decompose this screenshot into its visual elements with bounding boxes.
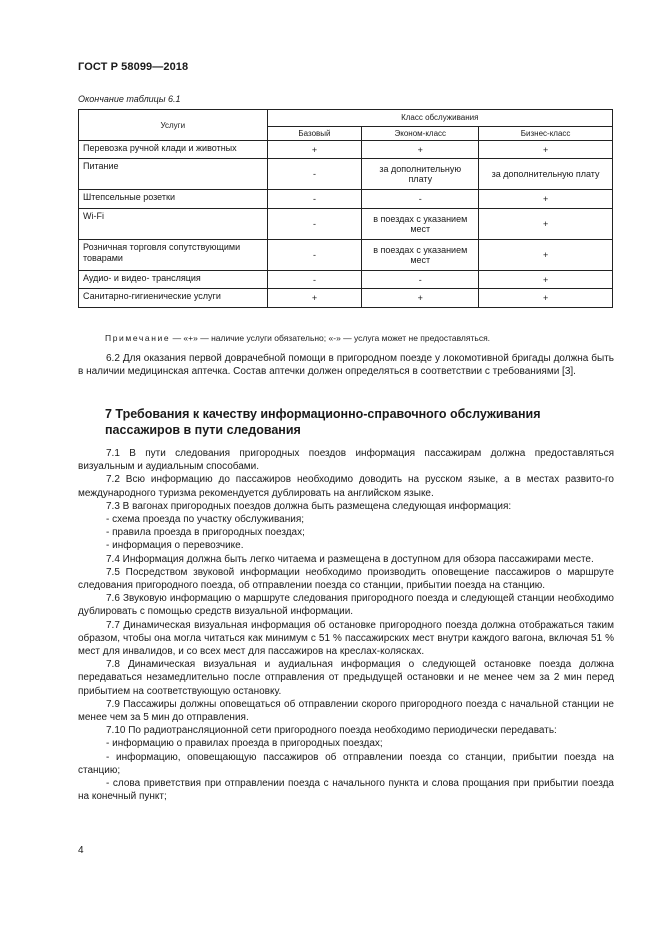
table-row (79, 190, 613, 209)
economy-cell: - (362, 271, 479, 289)
service-cell: Розничная торговля сопутствующими товарами (79, 240, 268, 271)
basic-cell: + (267, 141, 362, 159)
basic-cell: - (267, 271, 362, 289)
paragraph: 7.3 В вагонах пригородных поездов должна быть размещена следующая информация: (106, 500, 512, 512)
list-item: - информацию, оповещающую пассажиров об отправлении поезда со станции, прибытии поезда на станцию; (78, 751, 614, 776)
list-item: - схема проезда по участку обслуживания; (106, 514, 305, 526)
document-title: ГОСТ Р 58099—2018 (78, 61, 189, 73)
paragraph: 7.6 Звуковую информацию о маршруте следования пригородного поезда и следующей станции необходимо дублировать с помощью средств визуальной информации. (78, 593, 614, 618)
basic-cell: - (267, 190, 362, 209)
business-cell: + (479, 240, 613, 271)
service-cell: Аудио- и видео- трансляция (79, 271, 268, 289)
business-cell: + (479, 271, 613, 289)
list-item: - информацию о правилах проезда в пригородных поездах; (106, 738, 383, 750)
table-row (79, 289, 613, 308)
business-cell: + (479, 209, 613, 240)
economy-cell: - (362, 190, 479, 209)
note-label: Примечание (105, 333, 171, 343)
economy-cell: за дополнительную плату (362, 159, 479, 190)
list-item: - правила проезда в пригородных поездах; (106, 527, 305, 539)
business-cell: за дополнительную плату (479, 159, 613, 190)
table-row (79, 141, 613, 159)
paragraph: 7.2 Всю информацию до пассажиров необходимо доводить на русском языке, а в местах развито-го международного туризма рекомендуется дублировать на английском языке. (78, 474, 614, 499)
basic-cell: - (267, 240, 362, 271)
business-cell: + (479, 141, 613, 159)
section-body (78, 447, 614, 803)
service-cell: Wi-Fi (79, 209, 268, 240)
basic-cell: - (267, 159, 362, 190)
paragraph: 7.8 Динамическая визуальная и аудиальная информация о следующей остановке поезда должна передаваться незамедлительно после отправления от предыдущей остановки и не менее чем за 2 мин перед прибытием на соответствующую остановку. (78, 659, 614, 697)
table-caption: Окончание таблицы 6.1 (78, 94, 181, 104)
header-business: Бизнес-класс (479, 127, 613, 141)
basic-cell: - (267, 209, 362, 240)
paragraph: 7.5 Посредством звуковой информации необходимо производить оповещение пассажиров о маршруте следования пригородного поезда, об отправлении поезда со станции, прибытии поезда на станцию. (78, 566, 614, 592)
services-table (78, 109, 613, 308)
page-number: 4 (78, 845, 84, 856)
service-cell: Санитарно-гигиенические услуги (79, 289, 268, 308)
table-row (79, 159, 613, 190)
economy-cell: в поездах с указанием мест (362, 240, 479, 271)
list-item: - слова приветствия при отправлении поезда с начального пункта и слова прощания при прибытии поезда на конечный пункт; (78, 778, 614, 803)
table-note (105, 333, 490, 343)
business-cell: + (479, 289, 613, 308)
header-economy: Эконом-класс (362, 127, 479, 141)
paragraph: 7.10 По радиотрансляционной сети пригородного поезда необходимо периодически передавать: (106, 725, 557, 737)
paragraph: 7.4 Информация должна быть легко читаема и размещена в доступном для обзора пассажирами месте. (106, 553, 594, 565)
list-item: - информация о перевозчике. (106, 540, 244, 552)
business-cell: + (479, 190, 613, 209)
table-row (79, 209, 613, 240)
service-cell: Перевозка ручной клади и животных (79, 141, 268, 159)
header-basic: Базовый (267, 127, 362, 141)
paragraph: 7.7 Динамическая визуальная информация об остановке пригородного поезда должна отображаться таким образом, чтобы она могла читаться как минимум с 51 % пассажирских мест внутри каждого вагона, включая 51 % мест для инвалидов, и со всех мест для пассажиров на креслах-колясках. (78, 619, 614, 658)
service-cell: Питание (79, 159, 268, 190)
paragraph: 7.1 В пути следования пригородных поездов информация пассажирам должна предоставляться визуальным и аудиальным способами. (78, 448, 614, 473)
paragraph-6-2: 6.2 Для оказания первой доврачебной помощи в пригородном поезде у локомотивной бригады должна быть в наличии медицинская аптечка. Состав аптечки должен определяться в соответствии с требованиями [3]. (78, 353, 614, 377)
economy-cell: + (362, 141, 479, 159)
section-heading: 7 Требования к качеству информационно-справочного обслуживания пассажиров в пути следования (105, 407, 541, 437)
table-row (79, 271, 613, 289)
paragraph: 7.9 Пассажиры должны оповещаться об отправлении скорого пригородного поезда с начальной станции не менее чем за 5 мин до отправления. (78, 698, 614, 724)
basic-cell: + (267, 289, 362, 308)
note-text: — «+» — наличие услуги обязательно; «-» — услуга может не предоставляться. (170, 333, 491, 343)
header-services: Услуги (79, 110, 268, 141)
table-row (79, 240, 613, 271)
header-service-class: Класс обслуживания (267, 110, 612, 127)
economy-cell: в поездах с указанием мест (362, 209, 479, 240)
economy-cell: + (362, 289, 479, 308)
service-cell: Штепсельные розетки (79, 190, 268, 209)
